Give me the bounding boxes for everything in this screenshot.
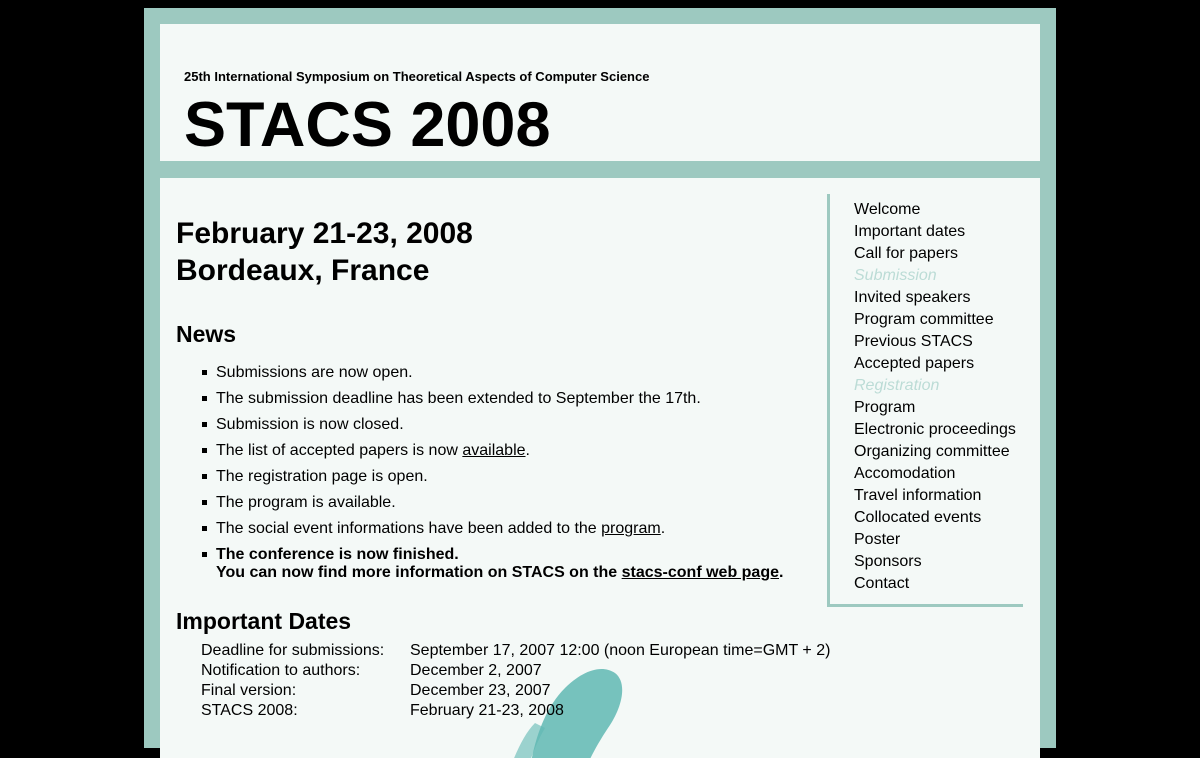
event-date: February 21-23, 2008 <box>176 217 473 250</box>
sidebar-nav <box>827 194 1023 607</box>
dates-row <box>201 661 830 681</box>
news-item <box>216 468 783 494</box>
accepted-papers-link[interactable]: available <box>462 442 526 459</box>
site-header <box>160 24 1040 161</box>
conference-subtitle: 25th International Symposium on Theoretical Aspects of Computer Science <box>184 69 650 84</box>
bullet-icon <box>202 552 207 557</box>
dates-label: Deadline for submissions: <box>201 642 385 659</box>
conference-title: STACS 2008 <box>184 90 551 160</box>
dates-label: STACS 2008: <box>201 702 298 719</box>
dates-value: December 2, 2007 <box>410 662 542 679</box>
nav-item-previous-stacs[interactable]: Previous STACS <box>854 333 973 350</box>
news-item-text: The list of accepted papers is now <box>216 442 463 459</box>
nav-item-submission: Submission <box>854 267 937 284</box>
bullet-icon <box>202 526 207 531</box>
nav-item-contact[interactable]: Contact <box>854 575 910 592</box>
nav-item-call-for-papers[interactable]: Call for papers <box>854 245 959 262</box>
dates-row <box>201 701 830 721</box>
news-list <box>216 364 783 586</box>
news-item-text: The social event informations have been added to the <box>216 520 602 537</box>
nav-item-organizing-committee[interactable]: Organizing committee <box>854 443 1010 460</box>
bullet-icon <box>202 422 207 427</box>
nav-item-welcome[interactable]: Welcome <box>854 201 921 218</box>
news-item <box>216 494 783 520</box>
nav-item-program[interactable]: Program <box>854 399 916 416</box>
nav-item-important-dates[interactable]: Important dates <box>854 223 966 240</box>
news-item <box>216 416 783 442</box>
nav-item-sponsors[interactable]: Sponsors <box>854 553 922 570</box>
nav-item-electronic-proceedings[interactable]: Electronic proceedings <box>854 421 1016 438</box>
bullet-icon <box>202 370 207 375</box>
dates-label: Final version: <box>201 682 297 699</box>
event-headline <box>176 215 473 289</box>
news-item-text: The program is available. <box>216 494 396 511</box>
news-item <box>216 364 783 390</box>
news-item-text: The registration page is open. <box>216 468 428 485</box>
nav-item-accomodation[interactable]: Accomodation <box>854 465 956 482</box>
dates-value: February 21-23, 2008 <box>410 702 564 719</box>
nav-item-program-committee[interactable]: Program committee <box>854 311 994 328</box>
news-item <box>216 390 783 416</box>
news-item <box>216 442 783 468</box>
news-final-line2: You can now find more information on STACS on the <box>216 564 622 581</box>
news-heading: News <box>176 321 237 347</box>
page-frame <box>144 8 1056 748</box>
news-item-text: Submissions are now open. <box>216 364 413 381</box>
bullet-icon <box>202 396 207 401</box>
nav-item-accepted-papers[interactable]: Accepted papers <box>854 355 975 372</box>
important-dates-heading: Important Dates <box>176 608 352 634</box>
dates-label: Notification to authors: <box>201 662 361 679</box>
news-item-final <box>216 546 783 586</box>
nav-item-collocated-events[interactable]: Collocated events <box>854 509 982 526</box>
nav-item-poster[interactable]: Poster <box>854 531 901 548</box>
news-item <box>216 520 783 546</box>
nav-item-registration: Registration <box>854 377 940 394</box>
important-dates-table <box>201 641 830 721</box>
news-final-line1: The conference is now finished. <box>216 546 459 563</box>
news-item-text: . <box>660 520 666 537</box>
news-final-punctuation: . <box>779 564 784 581</box>
nav-item-invited-speakers[interactable]: Invited speakers <box>854 289 971 306</box>
bullet-icon <box>202 500 207 505</box>
news-item-text: . <box>525 442 530 459</box>
dates-value: December 23, 2007 <box>410 682 551 699</box>
dates-row <box>201 641 830 661</box>
dates-row <box>201 681 830 701</box>
stacs-conf-web-page-link[interactable]: stacs-conf web page <box>621 564 779 581</box>
bullet-icon <box>202 474 207 479</box>
bullet-icon <box>202 448 207 453</box>
news-item-text: Submission is now closed. <box>216 416 404 433</box>
dates-value: September 17, 2007 12:00 (noon European time=GMT + 2) <box>410 642 831 659</box>
main-content <box>160 178 1040 758</box>
news-item-text: The submission deadline has been extended to September the 17th. <box>216 390 701 407</box>
program-link[interactable]: program <box>601 520 661 537</box>
nav-item-travel-information[interactable]: Travel information <box>854 487 982 504</box>
event-location: Bordeaux, France <box>176 254 430 287</box>
